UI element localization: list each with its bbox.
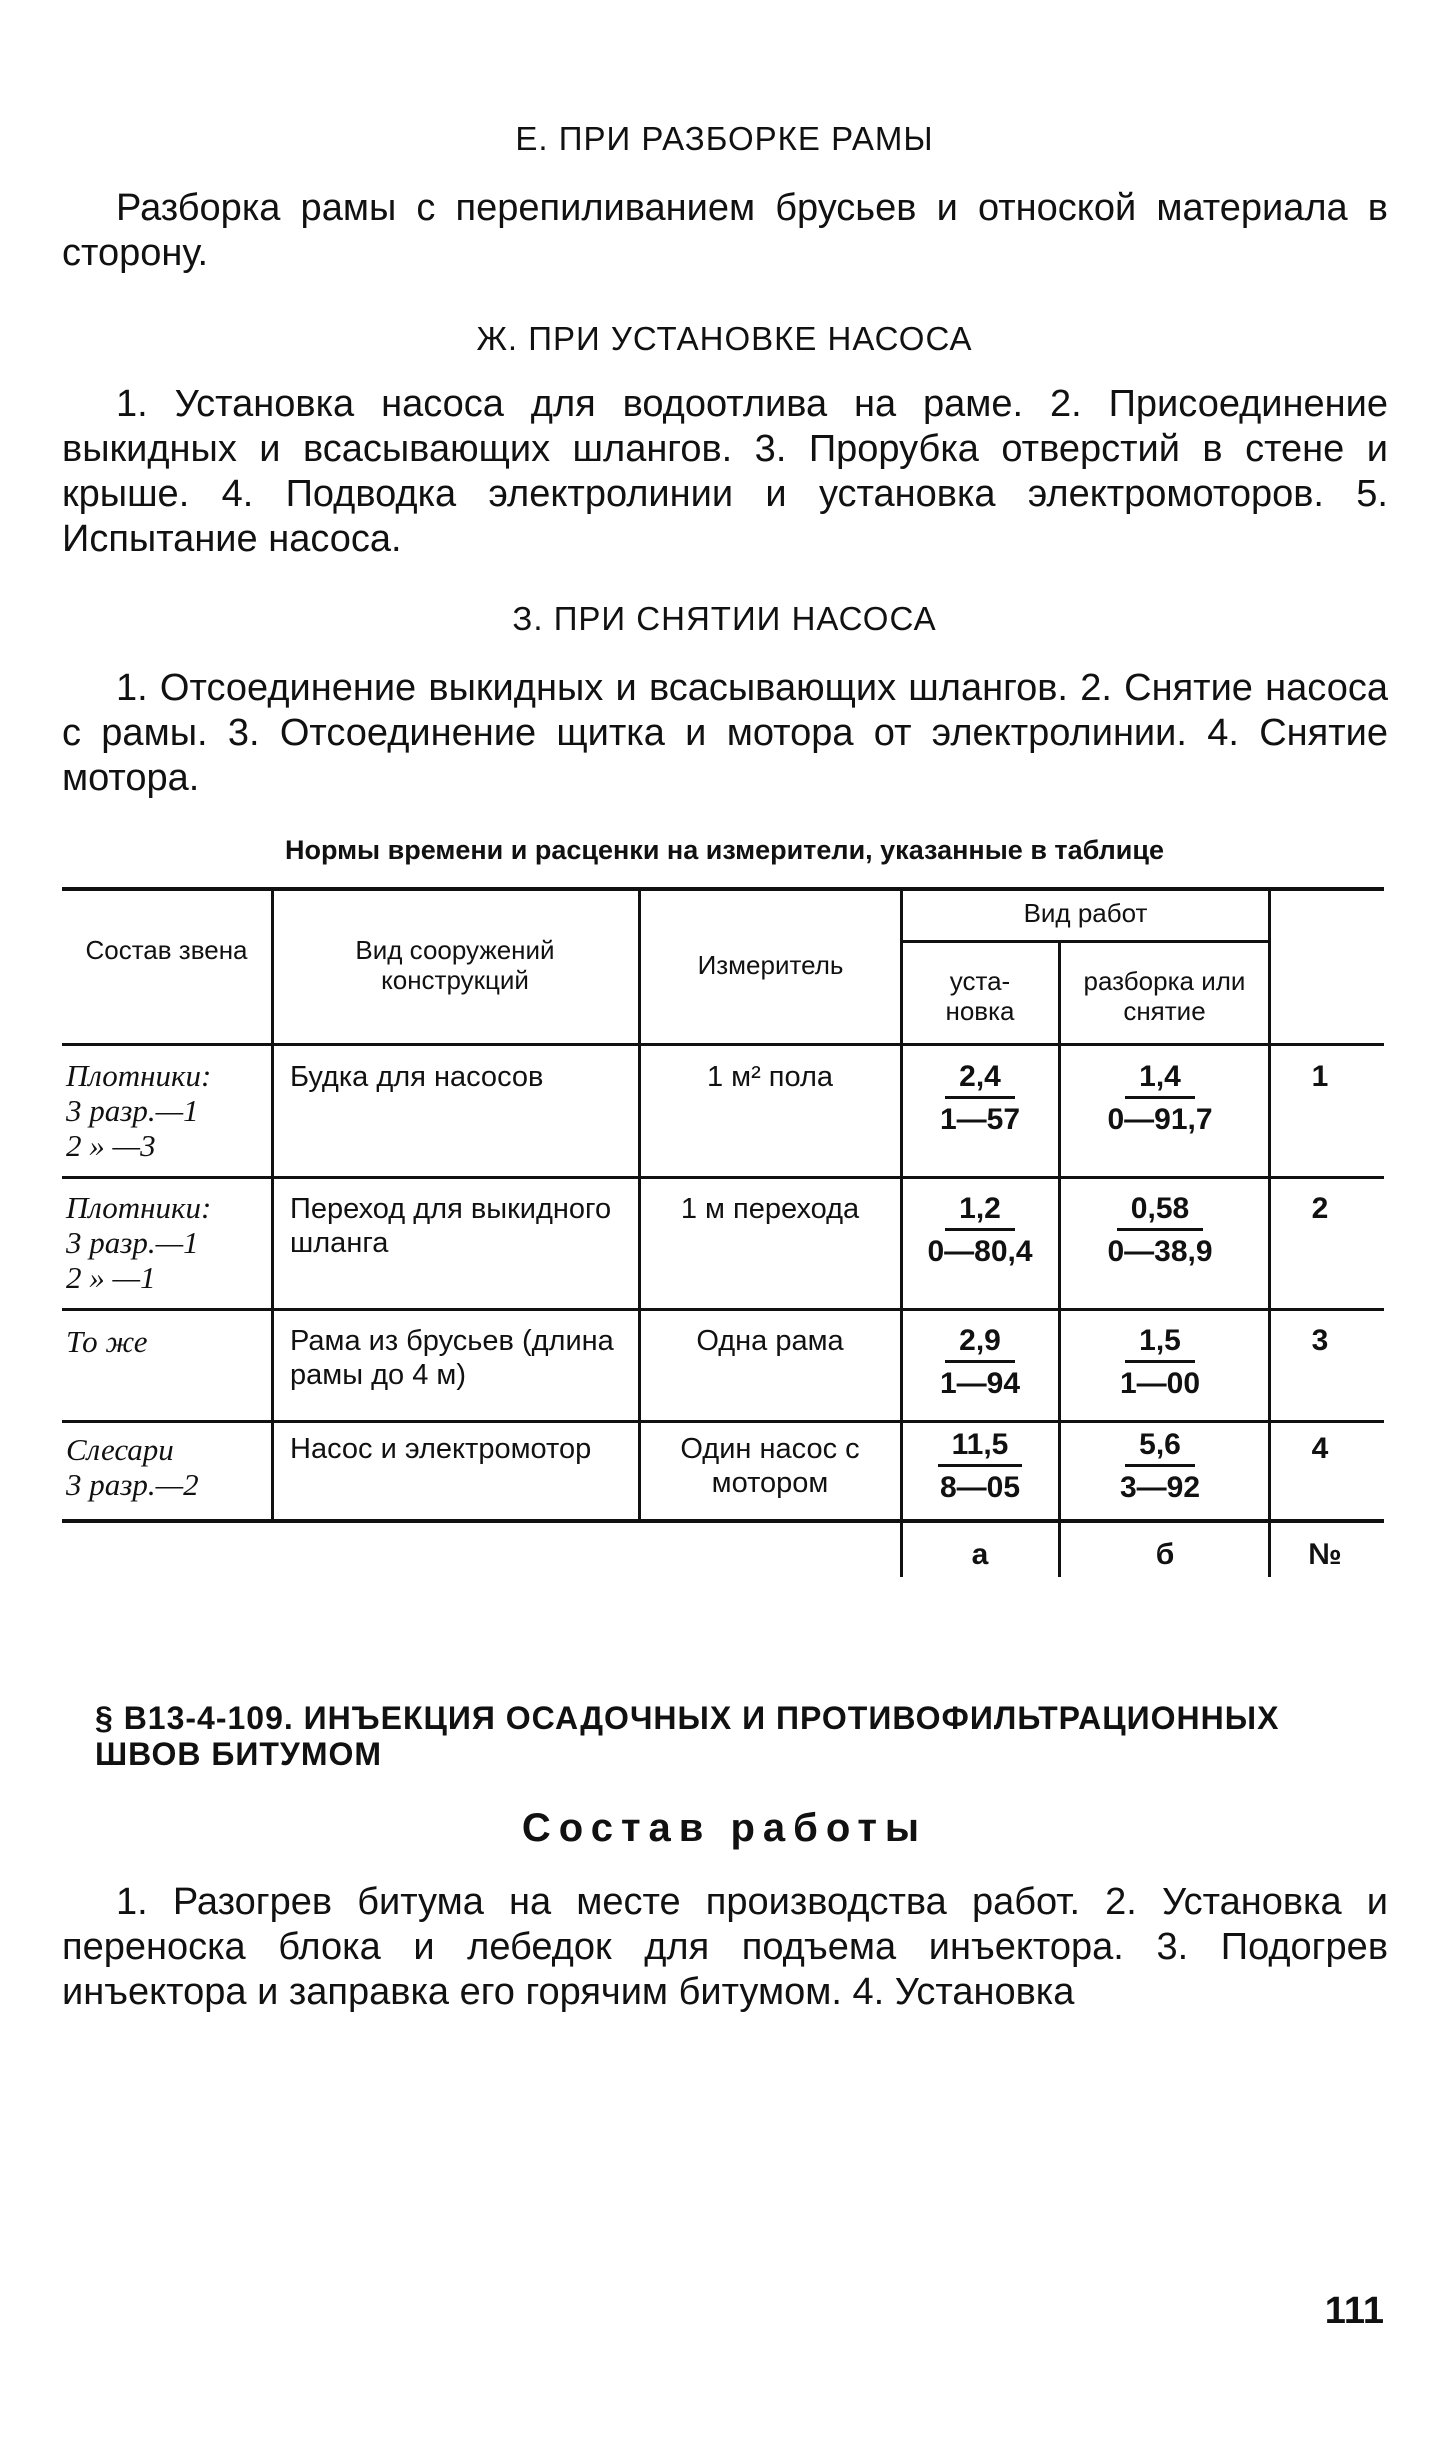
sostav-raboty-heading: Состав работы — [521, 1806, 928, 1850]
table-row-3-n: 3 — [1311, 1324, 1329, 1357]
table-row-3-vid: Рама из брусьев (длина рамы до 4 м) — [290, 1325, 614, 1391]
table-footer-a: а — [971, 1538, 989, 1571]
header-vid-rabot: Вид работ — [1023, 898, 1148, 928]
page-number: 111 — [1324, 2290, 1384, 2332]
table-row-3-b: $\frac{1,5}{1—00}$ — [1119, 1324, 1201, 1400]
section-zh-heading: Ж. ПРИ УСТАНОВКЕ НАСОСА — [476, 320, 973, 357]
section-b13-text: 1. Разогрев битума на месте производства работ. 2. Установка и переноска блока и лебедок для подъема инъектора. 3. Подогрев инъектора и заправка его горячим битумом. 4. Установка — [62, 1881, 1388, 2013]
section-z-heading: З. ПРИ СНЯТИИ НАСОСА — [512, 600, 937, 637]
table-row-2-b: $\frac{0,58}{0—38,9}$ — [1107, 1192, 1213, 1268]
table-row-2-n: 2 — [1311, 1192, 1329, 1225]
header-razborka: разборка или снятие — [1083, 966, 1246, 1026]
table-row-2-sostav: Плотники: 3 разр.—1 2 » —1 — [66, 1190, 212, 1295]
table-row-2-izm: 1 м перехода — [680, 1193, 860, 1225]
table-row-4-n: 4 — [1311, 1432, 1329, 1465]
section-b13-title: § В13-4-109. ИНЪЕКЦИЯ ОСАДОЧНЫХ И ПРОТИВОФИЛЬТРАЦИОННЫХ ШВОВ БИТУМОМ — [95, 1700, 1280, 1772]
table-row-1-vid: Будка для насосов — [290, 1061, 544, 1093]
header-ustanovka: уста-новка — [945, 966, 1015, 1026]
header-izmeritel: Измеритель — [697, 950, 844, 980]
table-row-1-n: 1 — [1311, 1060, 1329, 1093]
table-footer-n: № — [1308, 1538, 1342, 1571]
table-row-4-b: $\frac{5,6}{3—92}$ — [1119, 1428, 1201, 1504]
section-zh-text: 1. Установка насоса для водоотлива на раме. 2. Присоединение выкидных и всасывающих шлангов. 3. Прорубка отверстий в стене и крыше. 4. Подводка электролинии и установка электромоторов. 5. Испытание насоса. — [62, 383, 1388, 560]
table-footer-b: б — [1155, 1538, 1175, 1571]
section-z-text: 1. Отсоединение выкидных и всасывающих шлангов. 2. Снятие насоса с рамы. 3. Отсоединение щитка и мотора от электролинии. 4. Снятие мотора. — [62, 667, 1388, 799]
table-row-4-sostav: Слесари 3 разр.—2 — [66, 1432, 199, 1502]
table-row-2-a: $\frac{1,2}{0—80,4}$ — [927, 1192, 1033, 1268]
table-row-2-vid: Переход для выкидного шланга — [290, 1193, 612, 1259]
header-sostav: Состав звена — [85, 935, 248, 965]
table-row-3-sostav: То же — [66, 1324, 148, 1359]
table-caption: Нормы времени и расценки на измерители, указанные в таблице — [284, 835, 1165, 865]
table-row-1-a: $\frac{2,4}{1—57}$ — [939, 1060, 1021, 1136]
section-e-heading: Е. ПРИ РАЗБОРКЕ РАМЫ — [515, 120, 934, 157]
table-row-3-izm: Одна рама — [696, 1325, 844, 1357]
header-vid-sooruzh: Вид сооружений конструкций — [355, 935, 555, 995]
section-e-text: Разборка рамы с перепиливанием брусьев и отноской материала в сторону. — [62, 187, 1388, 274]
table-row-1-izm: 1 м² пола — [706, 1061, 834, 1093]
table-row-4-a: $\frac{11,5}{8—05}$ — [905, 1428, 1055, 1505]
table-row-3-a: $\frac{2,9}{1—94}$ — [939, 1324, 1021, 1400]
table-row-1-sostav: Плотники: 3 разр.—1 2 » —3 — [66, 1058, 212, 1163]
table-row-4-vid: Насос и электромотор — [290, 1433, 592, 1465]
table-row-1-b: $\frac{1,4}{0—91,7}$ — [1107, 1060, 1213, 1136]
table-row-4-izm: Один насос с мотором — [680, 1433, 860, 1499]
